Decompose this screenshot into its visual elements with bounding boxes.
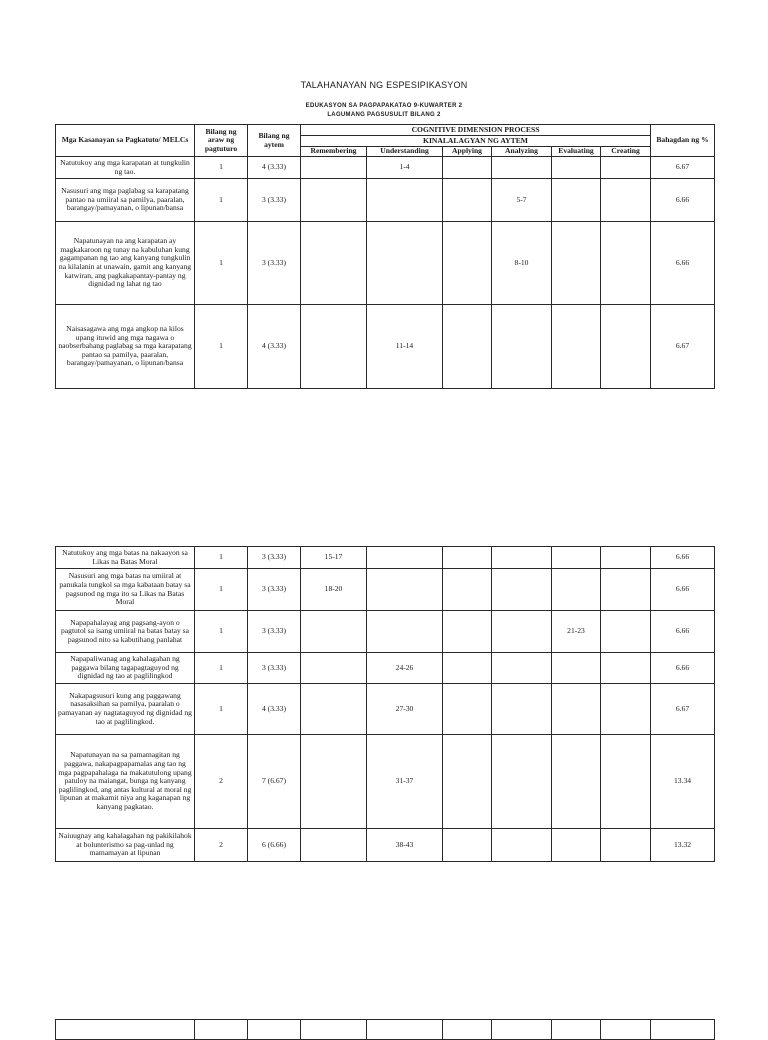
cell-competency: Nakapagsusuri kung ang paggawang nasasaksihan sa pamilya, paaralan o pamayanan ay nagtataguyod ng dignidad ng tao at paglilingkod. <box>56 684 195 735</box>
cell-competency: Naisasagawa ang mga angkop na kilos upang ituwid ang mga nagawa o naobserbahang paglabag sa mga karapatang pantao sa pamilya, paaralan, barangay/pamayanan, o lipunan/bansa <box>56 305 195 389</box>
cell <box>443 1020 492 1040</box>
header-items: Bilang ng aytem <box>248 125 301 157</box>
cell-remembering: 15-17 <box>301 547 367 569</box>
cell-analyzing <box>492 611 552 653</box>
cell-competency: Naiuugnay ang kahalagahan ng pakikilahok at bolunterismo sa pag-unlad ng mamamayan at lipunan <box>56 829 195 862</box>
cell-items: 7 (6.67) <box>248 735 301 829</box>
cell-understanding: 27-30 <box>367 684 443 735</box>
cell-applying <box>443 547 492 569</box>
specification-table-page-3 <box>55 1019 715 1040</box>
cell-analyzing <box>492 305 552 389</box>
table-row <box>56 653 715 684</box>
header-analyzing: Analyzing <box>492 147 552 157</box>
cell-creating <box>601 305 651 389</box>
cell-days: 1 <box>195 684 248 735</box>
cell-creating <box>601 611 651 653</box>
cell-competency: Napatunayan na sa pamamagitan ng paggawa, nakapagpapamalas ang tao ng mga pagpapahalaga na makatutulong upang patuloy na maiangat, bunga ng kanyang paglilingkod, ang antas kultural at moral ng lipunan at makamit niya ang kaganapan ng kanyang pagkatao. <box>56 735 195 829</box>
cell-items: 4 (3.33) <box>248 305 301 389</box>
cell-items: 6 (6.66) <box>248 829 301 862</box>
cell-applying <box>443 611 492 653</box>
cell-percent: 6.66 <box>651 547 715 569</box>
header-applying: Applying <box>443 147 492 157</box>
specification-table-page-1 <box>55 124 715 389</box>
cell-items: 3 (3.33) <box>248 569 301 611</box>
cell-percent: 6.66 <box>651 569 715 611</box>
cell-competency: Napapaliwanag ang kahalagahan ng paggawa bilang tagapagtaguyod ng dignidad ng tao at paglilingkod <box>56 653 195 684</box>
cell-items: 3 (3.33) <box>248 222 301 305</box>
cell-evaluating <box>552 305 601 389</box>
cell-items: 4 (3.33) <box>248 684 301 735</box>
cell-evaluating <box>552 157 601 179</box>
header-cognitive-dimension: COGNITIVE DIMENSION PROCESS <box>301 125 651 136</box>
cell-days: 1 <box>195 222 248 305</box>
cell-percent: 6.67 <box>651 157 715 179</box>
cell-percent: 6.67 <box>651 305 715 389</box>
cell-applying <box>443 735 492 829</box>
cell-competency: Nasusuri ang mga batas na umiiral at panukala tungkol sa mga kabataan batay sa pagsunod ng mga ito sa Likas na Batas Moral <box>56 569 195 611</box>
cell-days: 1 <box>195 611 248 653</box>
header-competency: Mga Kasanayan sa Pagkatuto/ MELCs <box>56 125 195 157</box>
cell-creating <box>601 179 651 222</box>
cell-percent: 13.34 <box>651 735 715 829</box>
cell-creating <box>601 157 651 179</box>
cell-remembering <box>301 684 367 735</box>
table-row <box>56 222 715 305</box>
cell <box>248 1020 301 1040</box>
cell-creating <box>601 735 651 829</box>
cell-remembering <box>301 222 367 305</box>
cell-creating <box>601 222 651 305</box>
cell-applying <box>443 829 492 862</box>
cell-creating <box>601 653 651 684</box>
cell-understanding <box>367 179 443 222</box>
table-row <box>56 569 715 611</box>
cell-percent: 6.66 <box>651 179 715 222</box>
cell-remembering <box>301 735 367 829</box>
cell-understanding: 11-14 <box>367 305 443 389</box>
table-body-page-1 <box>56 157 715 389</box>
cell-understanding: 1-4 <box>367 157 443 179</box>
cell-understanding: 31-37 <box>367 735 443 829</box>
cell-competency: Napapahalayag ang pagsang-ayon o pagtutol sa isang umiiral na batas batay sa pagsunod nito sa kabutihang panlahat <box>56 611 195 653</box>
cell-evaluating <box>552 829 601 862</box>
cell-remembering <box>301 157 367 179</box>
table-row <box>56 305 715 389</box>
cell-competency: Natutukoy ang mga karapatan at tungkulin ng tao. <box>56 157 195 179</box>
cell-days: 1 <box>195 569 248 611</box>
header-item-placement: KINALALAGYAN NG AYTEM <box>301 136 651 147</box>
table-body-page-2 <box>56 547 715 862</box>
cell-evaluating <box>552 222 601 305</box>
cell <box>651 1020 715 1040</box>
cell <box>601 1020 651 1040</box>
cell-days: 2 <box>195 829 248 862</box>
cell-remembering: 18-20 <box>301 569 367 611</box>
cell <box>492 1020 552 1040</box>
header-understanding: Understanding <box>367 147 443 157</box>
cell-analyzing <box>492 653 552 684</box>
cell-creating <box>601 684 651 735</box>
cell-percent: 6.67 <box>651 684 715 735</box>
cell-competency: Napatunayan na ang karapatan ay magkakaroon ng tunay na kabuluhan kung gagampanan ng tao ang kanyang tungkulin na kilalanin at unawain, gamit ang kanyang katwiran, ang pagkakapantay-pantay ng dignidad ng lahat ng tao <box>56 222 195 305</box>
cell-evaluating <box>552 179 601 222</box>
cell-evaluating <box>552 653 601 684</box>
cell <box>195 1020 248 1040</box>
header-evaluating: Evaluating <box>552 147 601 157</box>
table-row <box>56 1020 715 1040</box>
cell-days: 1 <box>195 547 248 569</box>
table-row <box>56 735 715 829</box>
cell-days: 2 <box>195 735 248 829</box>
cell-items: 3 (3.33) <box>248 179 301 222</box>
cell-evaluating: 21-23 <box>552 611 601 653</box>
cell-competency: Nasusuri ang mga paglabag sa karapatang pantao na umiiral sa pamilya, paaralan, barangay/pamayanan, o lipunan/bansa <box>56 179 195 222</box>
cell-items: 3 (3.33) <box>248 547 301 569</box>
cell-evaluating <box>552 547 601 569</box>
cell-competency: Natutukoy ang mga batas na nakaayon sa Likas na Batas Moral <box>56 547 195 569</box>
cell <box>301 1020 367 1040</box>
cell-applying <box>443 569 492 611</box>
cell-understanding <box>367 569 443 611</box>
cell-applying <box>443 222 492 305</box>
cell-analyzing <box>492 735 552 829</box>
cell-items: 4 (3.33) <box>248 157 301 179</box>
cell-items: 3 (3.33) <box>248 611 301 653</box>
cell-applying <box>443 684 492 735</box>
cell-remembering <box>301 305 367 389</box>
cell-applying <box>443 305 492 389</box>
cell-understanding <box>367 222 443 305</box>
cell-analyzing <box>492 569 552 611</box>
cell-evaluating <box>552 569 601 611</box>
cell-percent: 6.66 <box>651 611 715 653</box>
table-row <box>56 547 715 569</box>
cell-analyzing <box>492 547 552 569</box>
cell-evaluating <box>552 735 601 829</box>
cell-understanding <box>367 547 443 569</box>
cell-understanding: 38-43 <box>367 829 443 862</box>
cell-percent: 6.66 <box>651 222 715 305</box>
cell-evaluating <box>552 684 601 735</box>
header-creating: Creating <box>601 147 651 157</box>
cell-analyzing <box>492 829 552 862</box>
cell-analyzing: 5-7 <box>492 179 552 222</box>
cell-understanding <box>367 611 443 653</box>
cell-days: 1 <box>195 305 248 389</box>
cell-creating <box>601 569 651 611</box>
table-row <box>56 179 715 222</box>
cell-percent: 13.32 <box>651 829 715 862</box>
header-remembering: Remembering <box>301 147 367 157</box>
cell <box>56 1020 195 1040</box>
table-row <box>56 829 715 862</box>
cell-days: 1 <box>195 179 248 222</box>
cell <box>552 1020 601 1040</box>
cell-remembering <box>301 653 367 684</box>
cell-creating <box>601 547 651 569</box>
cell-analyzing <box>492 157 552 179</box>
document-subtitle: EDUKASYON SA PAGPAPAKATAO 9-KUWARTER 2 <box>305 103 463 109</box>
cell-days: 1 <box>195 653 248 684</box>
table-row <box>56 157 715 179</box>
header-percent: Bahagdan ng % <box>651 125 715 157</box>
cell-creating <box>601 829 651 862</box>
cell-remembering <box>301 611 367 653</box>
cell-analyzing: 8-10 <box>492 222 552 305</box>
cell-remembering <box>301 179 367 222</box>
cell-applying <box>443 157 492 179</box>
cell-percent: 6.66 <box>651 653 715 684</box>
document-subtitle-2: LAGUMANG PAGSUSULIT BILANG 2 <box>327 112 441 118</box>
cell-days: 1 <box>195 157 248 179</box>
cell-understanding: 24-26 <box>367 653 443 684</box>
cell-items: 3 (3.33) <box>248 653 301 684</box>
header-days: Bilang ng araw ng pagtuturo <box>195 125 248 157</box>
table-row <box>56 611 715 653</box>
cell-analyzing <box>492 684 552 735</box>
cell-applying <box>443 179 492 222</box>
cell <box>367 1020 443 1040</box>
table-row <box>56 684 715 735</box>
document-title: TALAHANAYAN NG ESPESIPIKASYON <box>300 80 468 90</box>
cell-applying <box>443 653 492 684</box>
specification-table-page-2 <box>55 546 715 862</box>
cell-remembering <box>301 829 367 862</box>
